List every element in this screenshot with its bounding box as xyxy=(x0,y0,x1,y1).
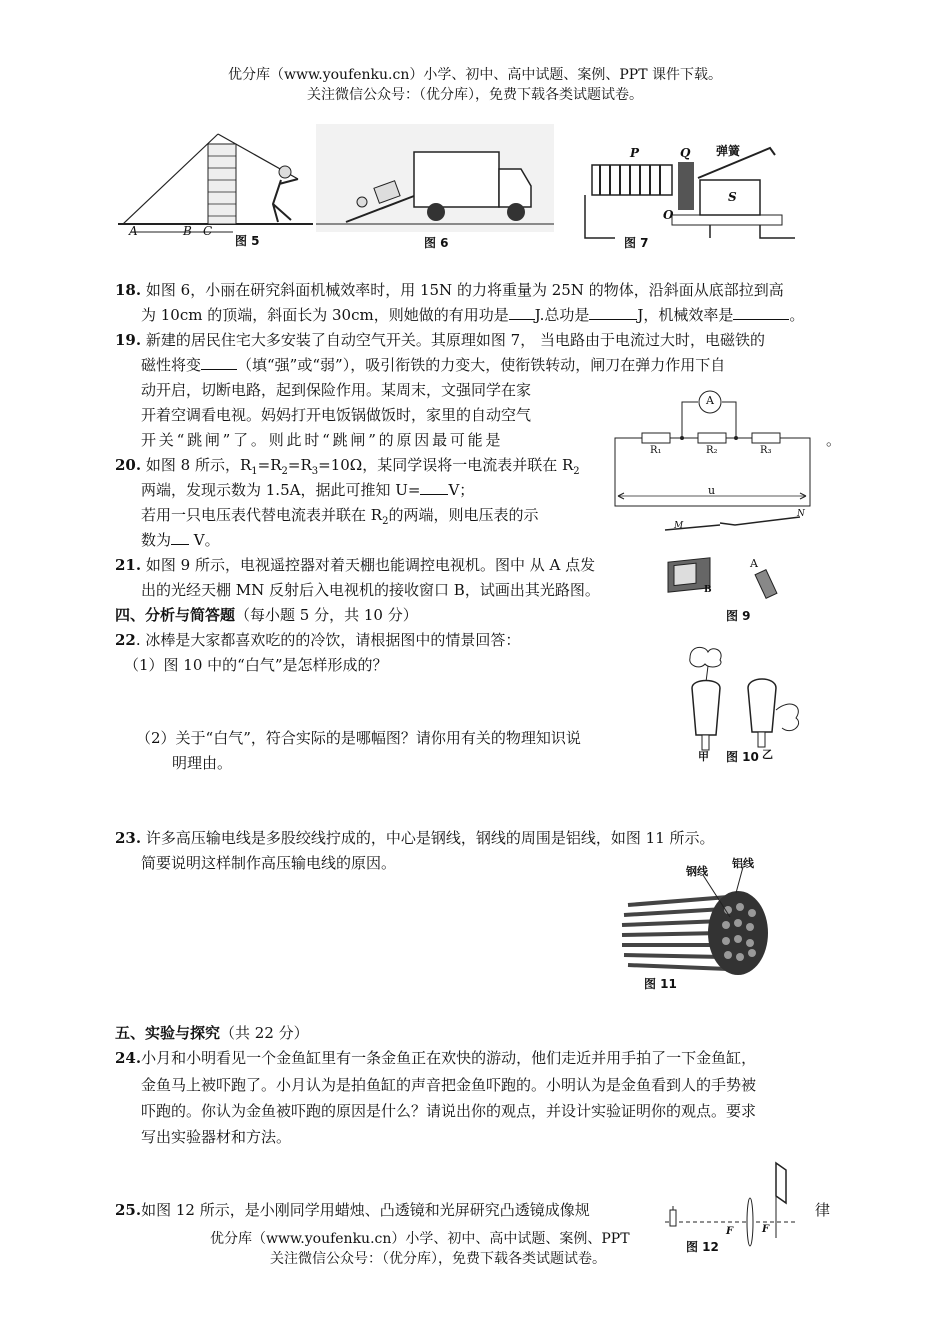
q23-line-2: 简要说明这样制作高压输电线的原因。 xyxy=(141,854,397,872)
figure-5-label-b: B xyxy=(183,224,192,238)
q20-line-4: 数为 V。 xyxy=(141,531,220,549)
figure-10-drawing xyxy=(680,640,820,765)
figure-9-caption: 图 9 xyxy=(726,609,751,623)
figure-6-caption: 图 6 xyxy=(424,236,449,250)
q19-line-2: 磁性将变 （填“强”或“弱”），吸引衔铁的力变大，使衔铁转动，闸刀在弹力作用下自 xyxy=(141,356,726,374)
q22-part-1: （1）图 10 中的“白气”是怎样形成的？ xyxy=(124,656,388,674)
header-line-2: 关注微信公众号：（优分库），免费下载各类试题试卷。 xyxy=(307,87,643,103)
q24-line-1: 24.小月和小明看见一个金鱼缸里有一条金鱼正在欢快的游动，他们走近并用手拍了一下金鱼缸， xyxy=(115,1049,757,1067)
figure-5-caption: 图 5 xyxy=(235,234,260,248)
figure-10-label-jia: 甲 xyxy=(698,750,709,763)
figure-12-caption: 图 12 xyxy=(686,1240,719,1254)
q20-line-3: 若用一只电压表代替电流表并联在 $R_2$的两端，则电压表的示 xyxy=(141,506,539,527)
figure-7-label-p: P xyxy=(630,146,640,160)
q24-line-3: 吓跑的。你认为金鱼被吓跑的原因是什么？请说出你的观点，并设计实验证明你的观点。要求 xyxy=(141,1102,757,1120)
figure-5 xyxy=(113,124,313,246)
q19-line-3: 动开启，切断电路，起到保险作用。某周末，文强同学在家 xyxy=(141,381,532,399)
figure-12 xyxy=(660,1158,800,1258)
q21-number: 21. xyxy=(115,556,142,574)
q22-number: 22 xyxy=(115,631,136,649)
figure-9 xyxy=(660,505,820,625)
section-4-heading: 四、分析与简答题（每小题 5 分，共 10 分） xyxy=(115,606,418,624)
q25-line-1-end: 律 xyxy=(815,1201,831,1219)
figure-11-label-steel: 钢线 xyxy=(686,865,708,878)
q18-blank-total-work[interactable] xyxy=(589,305,637,320)
q18-blank-efficiency[interactable] xyxy=(733,305,789,320)
q24-line-2: 金鱼马上被吓跑了。小月认为是拍鱼缸的声音把金鱼吓跑的。小明认为是金鱼看到人的手势被 xyxy=(141,1076,757,1094)
figure-7-label-q: Q xyxy=(680,146,691,160)
figure-7-label-s: S xyxy=(728,190,737,204)
q24-number: 24. xyxy=(115,1049,142,1067)
footer-line-2: 关注微信公众号：（优分库），免费下载各类试题试卷。 xyxy=(270,1251,606,1267)
figure-9-label-b: B xyxy=(704,585,712,595)
q20-blank-voltmeter[interactable] xyxy=(171,530,189,545)
q18-number: 18. xyxy=(115,281,142,299)
figure-9-label-m: M xyxy=(674,521,684,531)
q21-line-1: 21. 如图 9 所示，电视遥控器对着天棚也能调控电视机。图中 从 A 点发 xyxy=(115,556,596,574)
q22-line-1: 22. 冰棒是大家都喜欢吃的的冷饮，请根据图中的情景回答： xyxy=(115,631,521,649)
figure-11-caption: 图 11 xyxy=(644,977,677,991)
figure-8-u-label: u xyxy=(708,484,716,497)
figure-9-label-a: A xyxy=(750,557,758,570)
q18-line-1: 18. 如图 6，小丽在研究斜面机械效率时，用 15N 的力将重量为 25N 的物体，沿斜面从底部拉到高 xyxy=(115,281,784,299)
figure-6 xyxy=(316,124,556,250)
q19-number: 19. xyxy=(115,331,142,349)
figure-5-label-c: C xyxy=(203,224,213,238)
figure-12-label-f1: F xyxy=(726,1226,734,1237)
figure-11-label-aluminum: 铝线 xyxy=(732,857,754,870)
footer-line-1: 优分库（www.youfenku.cn）小学、初中、高中试题、案例、PPT xyxy=(210,1231,630,1247)
q23-number: 23. xyxy=(115,829,142,847)
figure-12-label-f2: F xyxy=(762,1224,770,1235)
q23-line-1: 23. 许多高压输电线是多股绞线拧成的，中心是钢线，钢线的周围是铝线，如图 11 所示。 xyxy=(115,829,715,847)
figure-7-label-spring: 弹簧 xyxy=(716,144,741,158)
figure-7-label-o: O xyxy=(663,208,674,222)
q22-part-2-line-1: （2）关于“白气”，符合实际的是哪幅图？请你用有关的物理知识说 xyxy=(136,729,581,747)
q22-part-2-line-2: 明理由。 xyxy=(172,754,233,772)
figure-10-label-yi: 乙 xyxy=(762,748,773,761)
header-line-1: 优分库（www.youfenku.cn）小学、初中、高中试题、案例、PPT 课件下载。 xyxy=(227,67,722,83)
q25-number: 25. xyxy=(115,1201,142,1219)
figure-6-drawing xyxy=(316,124,556,246)
q19-end-period: 。 xyxy=(826,431,842,449)
figure-10 xyxy=(680,640,820,765)
q19-blank-magnetism[interactable] xyxy=(201,355,237,370)
figure-11 xyxy=(618,855,778,995)
figure-8 xyxy=(610,378,815,513)
figure-12-drawing xyxy=(660,1158,800,1258)
figure-9-label-n: N xyxy=(797,509,805,519)
q21-line-2: 出的光经天棚 MN 反射后入电视机的接收窗口 B，试画出其光路图。 xyxy=(141,581,600,599)
q20-number: 20. xyxy=(115,456,142,474)
figure-8-r1-label: R₁ xyxy=(650,445,662,456)
q19-line-1: 19. 新建的居民住宅大多安装了自动空气开关。其原理如图 7， 当电路由于电流过大时，电磁铁的 xyxy=(115,331,765,349)
section-5-heading: 五、实验与探究（共 22 分） xyxy=(115,1024,309,1042)
figure-10-caption: 图 10 xyxy=(726,750,759,764)
figure-8-r3-label: R₃ xyxy=(760,445,772,456)
figure-5-drawing xyxy=(113,124,313,246)
q18-blank-useful-work[interactable] xyxy=(509,305,535,320)
figure-8-ammeter-label: A xyxy=(706,394,714,407)
q25-line-1: 25.如图 12 所示，是小刚同学用蜡烛、凸透镜和光屏研究凸透镜成像规 xyxy=(115,1201,590,1219)
q24-line-4: 写出实验器材和方法。 xyxy=(141,1128,292,1146)
q20-line-2: 两端，发现示数为 1.5A，据此可推知 U= V； xyxy=(141,481,475,499)
figure-5-label-a: A xyxy=(129,224,138,238)
q20-line-1: 20. 如图 8 所示，$R_1=R_2=R_3=10\Omega$，某同学误将一电流表并联在 $R_2$ xyxy=(115,456,580,477)
figure-7 xyxy=(580,130,800,250)
q19-line-5: 开关“跳闸”了。则此时“跳闸”的原因最可能是 xyxy=(141,431,504,449)
figure-7-caption: 图 7 xyxy=(624,236,649,250)
q20-blank-voltage[interactable] xyxy=(420,480,448,495)
q19-line-4: 开着空调看电视。妈妈打开电饭锅做饭时，家里的自动空气 xyxy=(141,406,532,424)
q18-line-2: 为 10cm 的顶端，斜面长为 30cm，则她做的有用功是 J.总功是 J，机械效率是 。 xyxy=(141,306,805,324)
figure-8-r2-label: R₂ xyxy=(706,445,718,456)
